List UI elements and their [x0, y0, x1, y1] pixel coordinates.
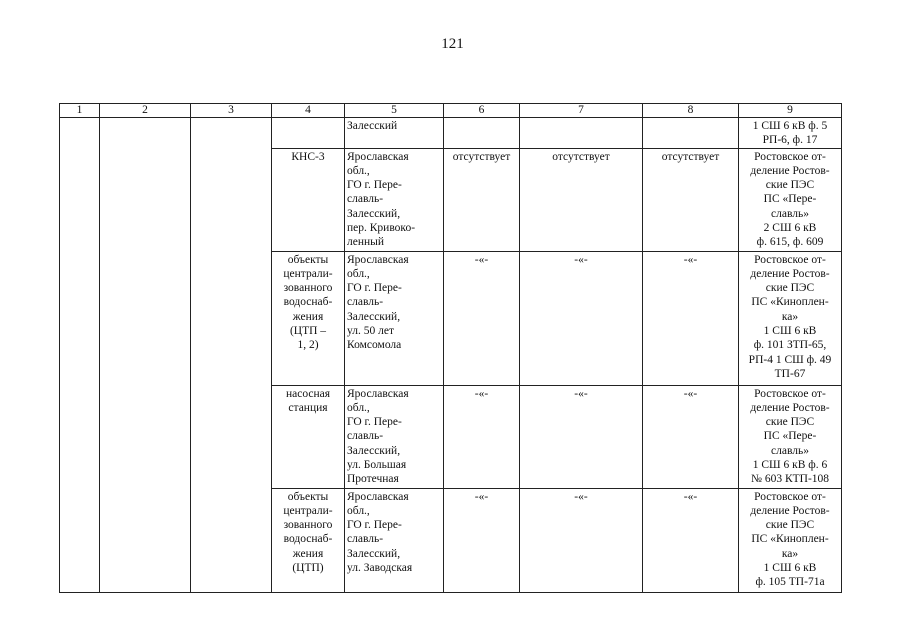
col7-cell: -«-: [520, 488, 643, 592]
col3-cell: [191, 118, 272, 593]
col8-cell: -«-: [643, 488, 739, 592]
header-cell: 2: [100, 104, 191, 118]
supply-cell: Ростовское от- деление Ростов- ские ПЭС ПС «Киноплен- ка» 1 СШ 6 кВ ф. 101 ЗТП-65, РП-4 1 СШ ф. 49 ТП-67: [739, 251, 842, 385]
supply-cell: Ростовское от- деление Ростов- ские ПЭС ПС «Пере- славль» 2 СШ 6 кВ ф. 615, ф. 609: [739, 148, 842, 251]
col8-cell: [643, 118, 739, 149]
object-cell: КНС-3: [272, 148, 345, 251]
header-cell: 3: [191, 104, 272, 118]
address-cell: Ярославская обл., ГО г. Пере- славль- Залесский, ул. Заводская: [345, 488, 444, 592]
header-cell: 8: [643, 104, 739, 118]
address-cell: Ярославская обл., ГО г. Пере- славль- Залесский, пер. Кривоко- ленный: [345, 148, 444, 251]
address-cell: Ярославская обл., ГО г. Пере- славль- Залесский, ул. 50 лет Комсомола: [345, 251, 444, 385]
col6-cell: -«-: [444, 251, 520, 385]
address-cell: Ярославская обл., ГО г. Пере- славль- Залесский, ул. Большая Протечная: [345, 385, 444, 488]
header-cell: 7: [520, 104, 643, 118]
col2-cell: [100, 118, 191, 593]
header-cell: 1: [60, 104, 100, 118]
col7-cell: -«-: [520, 251, 643, 385]
page-number: 121: [441, 36, 464, 52]
object-cell: насосная станция: [272, 385, 345, 488]
header-cell: 9: [739, 104, 842, 118]
col8-cell: -«-: [643, 251, 739, 385]
header-cell: 4: [272, 104, 345, 118]
col8-cell: отсутствует: [643, 148, 739, 251]
address-cell: Залесский: [345, 118, 444, 149]
table-header-row: [60, 104, 842, 118]
table-row: [60, 118, 842, 149]
col6-cell: [444, 118, 520, 149]
object-cell: объекты централи- зованного водоснаб- жения (ЦТП – 1, 2): [272, 251, 345, 385]
object-cell: [272, 118, 345, 149]
supply-cell: 1 СШ 6 кВ ф. 5 РП-6, ф. 17: [739, 118, 842, 149]
col6-cell: отсутствует: [444, 148, 520, 251]
header-cell: 5: [345, 104, 444, 118]
header-cell: 6: [444, 104, 520, 118]
supply-cell: Ростовское от- деление Ростов- ские ПЭС ПС «Пере- славль» 1 СШ 6 кВ ф. 6 № 603 КТП-108: [739, 385, 842, 488]
col7-cell: отсутствует: [520, 148, 643, 251]
object-cell: объекты централи- зованного водоснаб- жения (ЦТП): [272, 488, 345, 592]
col6-cell: -«-: [444, 385, 520, 488]
col7-cell: [520, 118, 643, 149]
col6-cell: -«-: [444, 488, 520, 592]
col8-cell: -«-: [643, 385, 739, 488]
col1-cell: [60, 118, 100, 593]
col7-cell: -«-: [520, 385, 643, 488]
data-table: [59, 103, 842, 593]
supply-cell: Ростовское от- деление Ростов- ские ПЭС ПС «Киноплен- ка» 1 СШ 6 кВ ф. 105 ТП-71а: [739, 488, 842, 592]
